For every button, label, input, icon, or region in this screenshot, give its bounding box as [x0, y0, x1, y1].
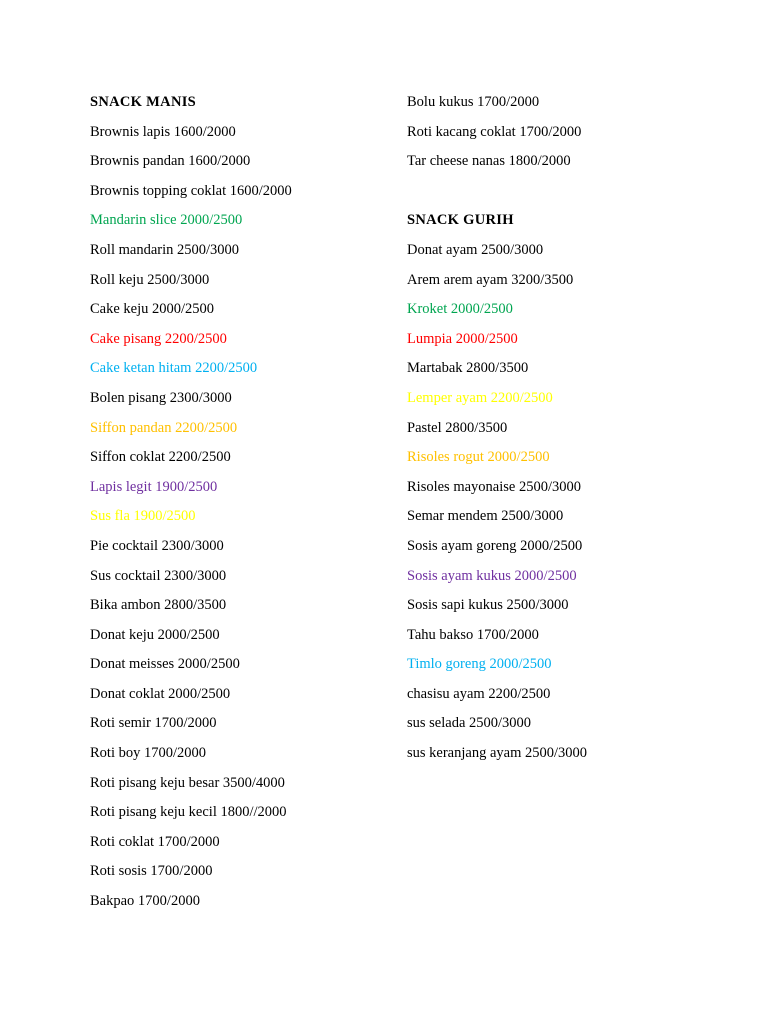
menu-item: Donat ayam 2500/3000 — [407, 241, 544, 258]
menu-item: Risoles rogut 2000/2500 — [407, 449, 550, 466]
menu-item: Tahu bakso 1700/2000 — [407, 626, 539, 643]
menu-item: sus keranjang ayam 2500/3000 — [407, 745, 588, 762]
snack-gurih-heading: SNACK GURIH — [407, 212, 514, 229]
menu-item: Roll keju 2500/3000 — [90, 271, 210, 288]
menu-item: Lemper ayam 2200/2500 — [407, 389, 553, 406]
menu-item: Tar cheese nanas 1800/2000 — [407, 153, 571, 170]
menu-item: Cake keju 2000/2500 — [90, 301, 215, 318]
menu-item: chasisu ayam 2200/2500 — [407, 685, 551, 702]
menu-item: Brownis topping coklat 1600/2000 — [90, 182, 292, 199]
menu-item: Bolu kukus 1700/2000 — [407, 94, 540, 110]
menu-item: Martabak 2800/3500 — [407, 360, 529, 377]
menu-item: Risoles mayonaise 2500/3000 — [407, 478, 581, 495]
menu-item: Roti pisang keju kecil 1800//2000 — [90, 804, 287, 821]
menu-item: sus selada 2500/3000 — [407, 715, 532, 732]
menu-item: Semar mendem 2500/3000 — [407, 508, 564, 525]
menu-item: Pie cocktail 2300/3000 — [90, 537, 224, 554]
menu-item: Lapis legit 1900/2500 — [90, 478, 218, 495]
menu-item: Sosis sapi kukus 2500/3000 — [407, 597, 569, 614]
menu-item: Roll mandarin 2500/3000 — [90, 241, 240, 258]
menu-item: Donat meisses 2000/2500 — [90, 656, 240, 673]
menu-item: Roti boy 1700/2000 — [90, 745, 207, 762]
menu-item: Donat coklat 2000/2500 — [90, 685, 231, 702]
menu-item: Sosis ayam goreng 2000/2500 — [407, 537, 583, 554]
menu-item: Roti semir 1700/2000 — [90, 715, 217, 732]
menu-item: Sus cocktail 2300/3000 — [90, 567, 227, 584]
menu-item: Roti pisang keju besar 3500/4000 — [90, 774, 285, 791]
menu-item: Bika ambon 2800/3500 — [90, 597, 227, 614]
menu-item: Roti kacang coklat 1700/2000 — [407, 123, 582, 140]
menu-item: Brownis lapis 1600/2000 — [90, 123, 236, 140]
menu-item: Arem arem ayam 3200/3500 — [407, 271, 574, 288]
column-spacer — [407, 179, 587, 209]
menu-item: Bakpao 1700/2000 — [90, 893, 200, 910]
menu-item: Bolen pisang 2300/3000 — [90, 389, 232, 406]
menu-item: Cake pisang 2200/2500 — [90, 330, 227, 347]
menu-item: Siffon coklat 2200/2500 — [90, 449, 231, 466]
snack-manis-heading: SNACK MANIS — [90, 94, 197, 110]
menu-item: Siffon pandan 2200/2500 — [90, 419, 238, 436]
menu-item: Kroket 2000/2500 — [407, 301, 513, 318]
right-column — [407, 90, 587, 771]
menu-item: Timlo goreng 2000/2500 — [407, 656, 552, 673]
menu-item: Mandarin slice 2000/2500 — [90, 212, 243, 229]
snack-manis-column — [90, 90, 292, 919]
menu-item: Brownis pandan 1600/2000 — [90, 153, 251, 170]
menu-item: Pastel 2800/3500 — [407, 419, 508, 436]
menu-item: Sosis ayam kukus 2000/2500 — [407, 567, 577, 584]
menu-item: Roti coklat 1700/2000 — [90, 833, 220, 850]
menu-item: Sus fla 1900/2500 — [90, 508, 196, 525]
menu-item: Cake ketan hitam 2200/2500 — [90, 360, 258, 377]
menu-item: Donat keju 2000/2500 — [90, 626, 220, 643]
menu-item: Lumpia 2000/2500 — [407, 330, 518, 347]
menu-item: Roti sosis 1700/2000 — [90, 863, 213, 880]
